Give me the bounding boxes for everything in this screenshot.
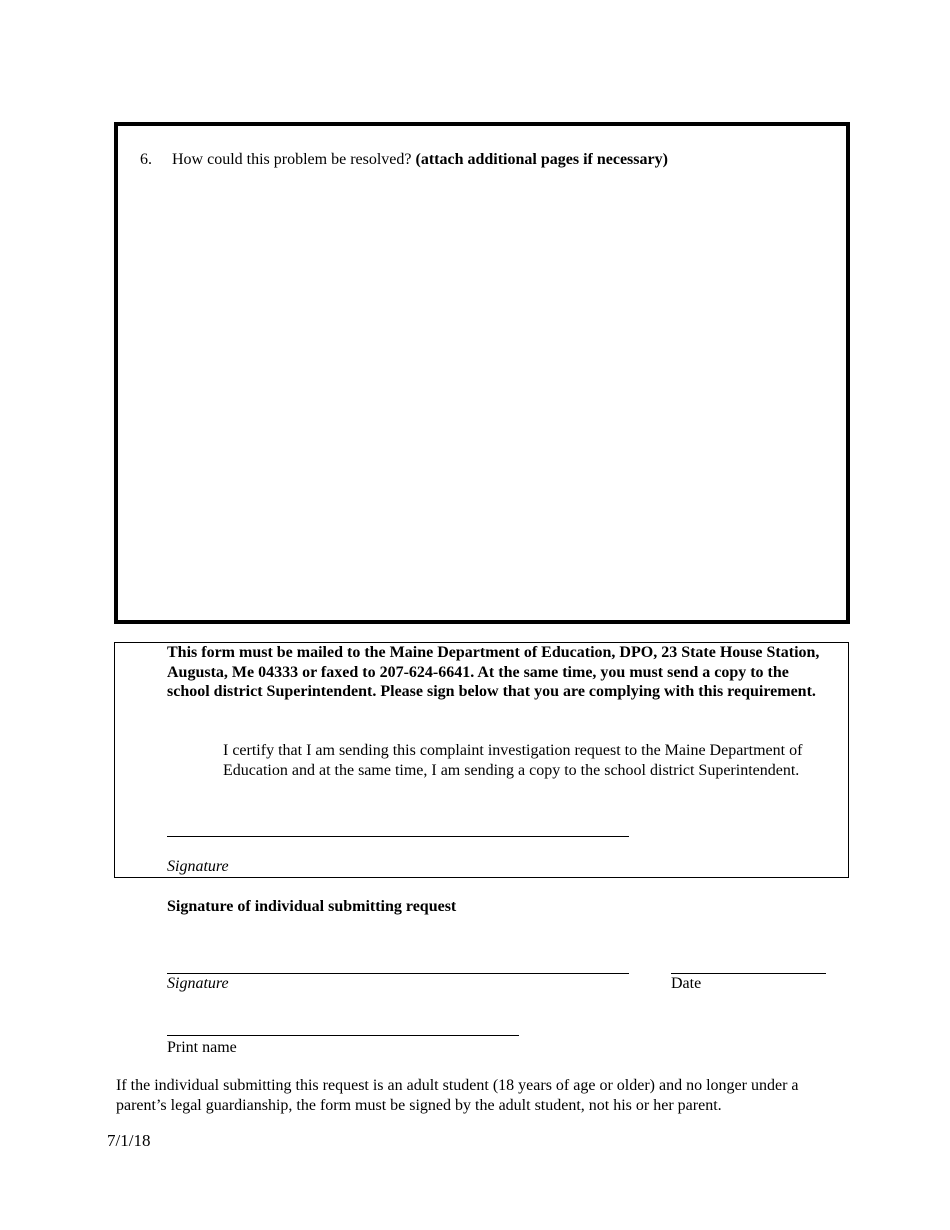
question-prompt-text: How could this problem be resolved?: [172, 151, 412, 168]
certification-statement: I certify that I am sending this complaint investigation request to the Maine Department of Education and at the same time, I am sending a copy to the school district Superintendent.: [223, 742, 803, 779]
question-number: 6.: [140, 151, 152, 168]
certification-signature-line[interactable]: [167, 836, 629, 837]
date-line[interactable]: [671, 973, 826, 974]
print-name-label: Print name: [167, 1039, 237, 1056]
question-6-answer-box[interactable]: [114, 122, 850, 624]
mailing-notice-text: This form must be mailed to the Maine Department of Education, DPO, 23 State House Station, Augusta, Me 04333 or faxed to 207-624-6641. At the same time, you must send a copy to the school district Superintendent. Please sign below that you are complying with this requirement.: [167, 644, 820, 700]
certification-signature-label: Signature: [167, 858, 229, 875]
submitter-signature-line[interactable]: [167, 973, 629, 974]
question-instruction-text: (attach additional pages if necessary): [415, 151, 668, 168]
print-name-line[interactable]: [167, 1035, 519, 1036]
submitter-section-heading: Signature of individual submitting request: [167, 898, 457, 915]
revision-date: 7/1/18: [107, 1131, 151, 1150]
submitter-signature-label: Signature: [167, 975, 229, 992]
date-label: Date: [671, 975, 702, 992]
adult-student-note: If the individual submitting this request is an adult student (18 years of age or older) and no longer under a parent’s legal guardianship, the form must be signed by the adult student, not his or her parent.: [116, 1077, 799, 1114]
question-6-prompt: [172, 151, 668, 169]
